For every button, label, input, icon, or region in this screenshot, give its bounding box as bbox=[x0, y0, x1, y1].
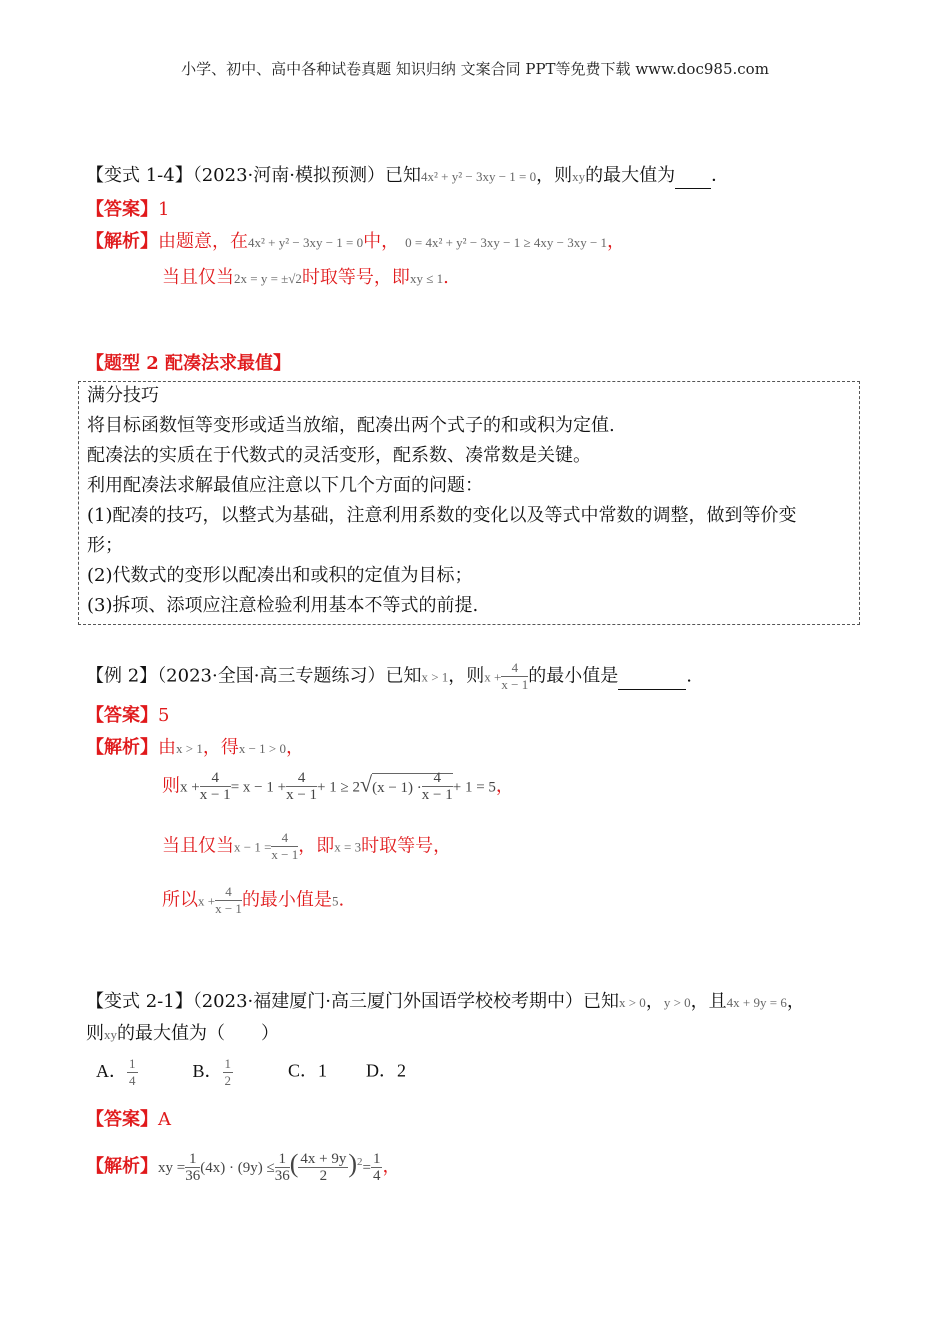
variant-1-4-solution-line2 bbox=[162, 266, 449, 291]
equation: (x − 1) · bbox=[372, 779, 422, 796]
equation: y > 0 bbox=[663, 995, 691, 1010]
text: ，则 bbox=[448, 665, 485, 687]
equation: x − 1 > 0 bbox=[238, 741, 287, 756]
question-tag: 【变式 1-4】 bbox=[86, 165, 193, 186]
denominator: 2 bbox=[224, 1073, 232, 1088]
text: . bbox=[338, 889, 345, 911]
equation: 4x² + y² − 3xy − 1 = 0 bbox=[420, 169, 537, 184]
solution-tag: 【解析】 bbox=[86, 737, 158, 758]
exponent: 2 bbox=[357, 1156, 363, 1168]
text: 则 bbox=[162, 775, 180, 797]
option-label: A． bbox=[96, 1060, 127, 1081]
text: ，则 bbox=[536, 165, 573, 186]
denominator: 4 bbox=[129, 1073, 136, 1088]
numerator: 1 bbox=[129, 1056, 136, 1071]
solution-tag: 【解析】 bbox=[86, 1156, 158, 1177]
equation: x > 1 bbox=[176, 741, 203, 756]
numerator: 1 bbox=[372, 1150, 381, 1167]
fraction bbox=[200, 770, 231, 803]
question-tag: 【变式 2-1】 bbox=[86, 991, 193, 1012]
numerator: 4 bbox=[422, 770, 453, 787]
text: ， bbox=[645, 991, 664, 1012]
page-header: 小学、初中、高中各种试卷真题 知识归纳 文案合同 PPT等免费下载 www.doc985.com bbox=[181, 60, 769, 78]
variant-1-4-question bbox=[86, 164, 729, 189]
answer-value: 5 bbox=[158, 705, 170, 726]
numerator: 1 bbox=[224, 1056, 232, 1071]
paren-left: ( bbox=[289, 1149, 299, 1178]
denominator: x − 1 bbox=[421, 787, 453, 803]
text: ， bbox=[607, 231, 626, 252]
denominator: 4 bbox=[372, 1167, 381, 1184]
option-b[interactable] bbox=[192, 1056, 234, 1088]
denominator: 36 bbox=[185, 1167, 201, 1184]
text: 当且仅当 bbox=[162, 267, 234, 288]
variant-2-1-solution bbox=[86, 1150, 400, 1184]
text: ． bbox=[711, 165, 730, 186]
text: 所以 bbox=[162, 889, 198, 911]
text: 的最小值是 bbox=[241, 889, 332, 911]
denominator: x − 1 bbox=[271, 847, 299, 862]
text: ，即 bbox=[298, 835, 335, 857]
denominator: x − 1 bbox=[286, 787, 318, 803]
paren-right: ) bbox=[348, 1149, 357, 1178]
text: ，得 bbox=[202, 737, 239, 758]
tips-box bbox=[78, 381, 860, 625]
equation: x > 0 bbox=[618, 995, 646, 1010]
box-line: 利用配凑法求解最值应注意以下几个方面的问题： bbox=[87, 475, 483, 496]
example-2-solution-line1 bbox=[86, 736, 304, 761]
variable: xy bbox=[572, 169, 586, 184]
answer-tag: 【答案】 bbox=[86, 1109, 158, 1130]
box-line: 将目标函数恒等变形或适当放缩，配凑出两个式子的和或积为定值. bbox=[87, 415, 615, 436]
text: 则 bbox=[86, 1023, 104, 1044]
denominator: x − 1 bbox=[501, 677, 529, 692]
question-source: （2023·全国·高三专题练习）已知 bbox=[157, 665, 422, 687]
fraction bbox=[298, 1151, 348, 1184]
fraction bbox=[185, 1151, 200, 1184]
fraction bbox=[275, 1151, 290, 1184]
text: 由 bbox=[158, 737, 176, 758]
equation: x + bbox=[180, 779, 200, 796]
text: 的最小值是 bbox=[528, 665, 619, 687]
variable: xy bbox=[104, 1027, 117, 1042]
denominator: x − 1 bbox=[215, 901, 242, 916]
numerator: 1 bbox=[275, 1151, 290, 1168]
text: 的最大值为 bbox=[585, 165, 676, 186]
box-line: (1)配凑的技巧，以整式为基础，注意利用系数的变化以及等式中常数的调整，做到等价变 bbox=[87, 505, 797, 526]
section-heading: 【题型 2 配凑法求最值】 bbox=[86, 353, 292, 374]
option-label: B． bbox=[192, 1060, 223, 1081]
option-a[interactable] bbox=[96, 1056, 138, 1088]
answer-tag: 【答案】 bbox=[86, 705, 158, 726]
fraction bbox=[501, 660, 528, 693]
numerator: 4 bbox=[271, 830, 298, 847]
variant-2-1-question-line1 bbox=[86, 990, 805, 1015]
text: 的最大值为（ ） bbox=[117, 1023, 279, 1044]
fraction bbox=[215, 884, 242, 917]
example-2-solution-line2 bbox=[162, 770, 514, 803]
variant-1-4-solution-line1 bbox=[86, 230, 625, 255]
equation: x + bbox=[198, 893, 216, 909]
equation: x = 3 bbox=[334, 839, 362, 855]
solution-tag: 【解析】 bbox=[86, 231, 158, 252]
numerator: 1 bbox=[185, 1151, 200, 1168]
text: ， bbox=[286, 737, 305, 758]
numerator: 4 bbox=[215, 884, 242, 901]
text: ，且 bbox=[690, 991, 727, 1012]
denominator: 2 bbox=[319, 1167, 328, 1184]
text: 当且仅当 bbox=[162, 835, 234, 857]
box-line: 配凑法的实质在于代数式的灵活变形，配系数、凑常数是关键。 bbox=[87, 445, 591, 466]
numerator: 4 bbox=[286, 770, 317, 787]
text: ， bbox=[786, 991, 805, 1012]
example-2-question bbox=[86, 660, 692, 693]
fraction bbox=[371, 1151, 383, 1184]
variant-1-4-answer bbox=[86, 198, 169, 222]
denominator: x − 1 bbox=[199, 787, 231, 803]
fraction bbox=[271, 830, 298, 863]
text: 中， bbox=[363, 231, 400, 252]
numerator: 4 bbox=[501, 660, 528, 677]
text: ， bbox=[382, 1156, 401, 1177]
answer-value: 1 bbox=[158, 199, 170, 220]
equation: + 1 ≥ 2 bbox=[317, 779, 360, 796]
numerator: 4 bbox=[200, 770, 231, 787]
variant-2-1-answer bbox=[86, 1108, 171, 1132]
answer-tag: 【答案】 bbox=[86, 199, 158, 220]
fraction bbox=[223, 1056, 234, 1089]
fraction bbox=[127, 1056, 138, 1089]
equation: = bbox=[362, 1160, 371, 1176]
option-c[interactable]: C．1 bbox=[288, 1060, 328, 1081]
box-line: (2)代数式的变形以配凑出和或积的定值为目标； bbox=[87, 565, 473, 586]
example-2-answer bbox=[86, 704, 169, 728]
equation: 0 = 4x² + y² − 3xy − 1 ≥ 4xy − 3xy − 1 bbox=[405, 235, 608, 250]
equation: = x − 1 + bbox=[230, 779, 287, 796]
equation: x − 1 = bbox=[234, 839, 272, 855]
sqrt-icon: √ bbox=[360, 771, 373, 797]
equation: x + bbox=[484, 669, 502, 685]
text: 时取等号，即 bbox=[301, 267, 410, 288]
numerator: 4x + 9y bbox=[300, 1150, 347, 1167]
equation: + 1 = 5 bbox=[452, 779, 496, 796]
fraction bbox=[422, 770, 453, 803]
equation: 2x = y = ±√2 bbox=[234, 271, 302, 286]
text: 由题意，在 bbox=[158, 231, 248, 252]
equation: 5 bbox=[331, 893, 339, 909]
box-line: 形； bbox=[87, 535, 123, 556]
example-2-solution-line4 bbox=[162, 884, 344, 917]
variant-2-1-options bbox=[96, 1056, 406, 1089]
equation: (4x) · (9y) ≤ bbox=[200, 1160, 275, 1176]
equation: xy ≤ 1 bbox=[409, 271, 444, 286]
equation: x > 1 bbox=[421, 669, 449, 685]
box-line: 满分技巧 bbox=[87, 385, 159, 406]
fraction bbox=[286, 770, 317, 803]
box-line: (3)拆项、添项应注意检验利用基本不等式的前提. bbox=[87, 595, 479, 616]
option-d[interactable]: D．2 bbox=[366, 1060, 407, 1081]
variant-2-1-question-line2 bbox=[86, 1022, 279, 1047]
equation: 4x + 9y = 6 bbox=[726, 995, 787, 1010]
question-source: （2023·河南·模拟预测）已知 bbox=[192, 165, 421, 186]
denominator: 36 bbox=[274, 1167, 290, 1184]
answer-value: A bbox=[158, 1109, 171, 1130]
sqrt-body bbox=[372, 770, 453, 803]
text: . bbox=[686, 665, 692, 687]
equation: xy = bbox=[158, 1160, 186, 1176]
answer-blank bbox=[618, 665, 686, 690]
example-2-solution-line3 bbox=[162, 830, 451, 863]
text: . bbox=[443, 267, 449, 288]
question-source: （2023·福建厦门·高三厦门外国语学校校考期中）已知 bbox=[192, 991, 619, 1012]
text: 时取等号， bbox=[361, 835, 452, 857]
question-tag: 【例 2】 bbox=[86, 665, 158, 687]
equation: 4x² + y² − 3xy − 1 = 0 bbox=[248, 235, 364, 250]
text: ， bbox=[495, 775, 514, 797]
answer-blank bbox=[675, 164, 711, 189]
